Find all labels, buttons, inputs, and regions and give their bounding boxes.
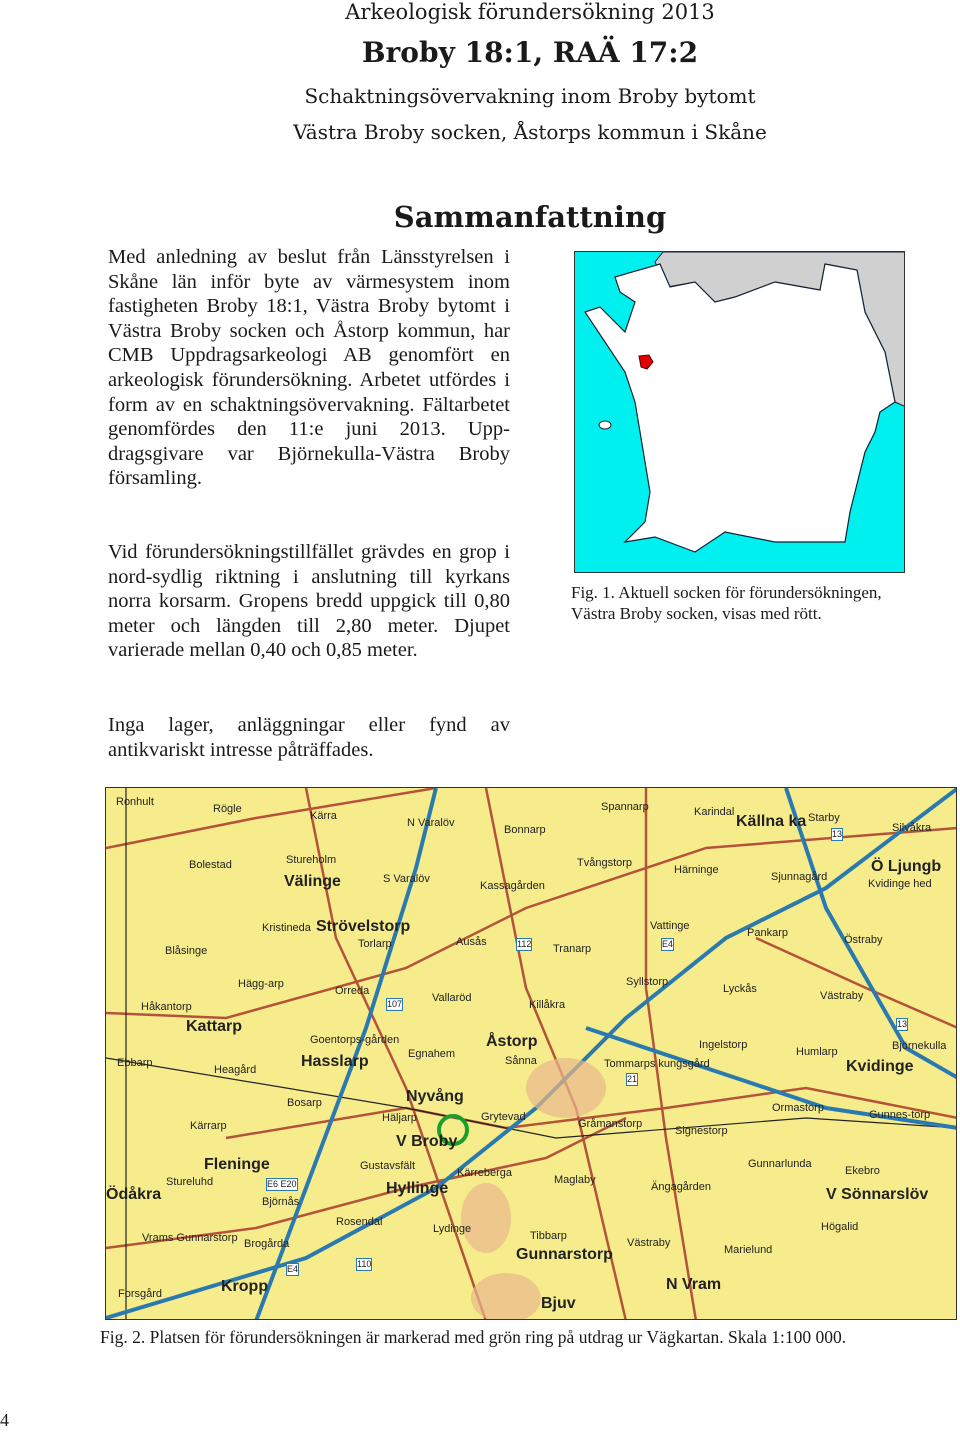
map-place-label: Lydinge [433,1223,472,1235]
map-place-label: Grytevad [481,1111,526,1123]
map-place-label: Goentorps-gården [310,1034,400,1046]
road-number-sign: 13 [897,1019,908,1029]
map-place-label: Strövelstorp [316,918,411,935]
map-place-label: Bjuv [541,1295,576,1312]
report-title: Broby 18:1, RAÄ 17:2 [361,36,699,69]
map-place-label: Torlarp [358,938,392,950]
map-place-label: Västraby [820,990,864,1002]
map-place-label: Gunnes-torp [869,1109,931,1121]
map-place-label: Kvidinge [846,1058,914,1075]
map-place-label: Gunnarstorp [516,1246,613,1263]
map-place-label: N Vram [666,1276,722,1293]
map-place-label: Bosarp [287,1097,322,1109]
summary-paragraph: Med anledning av beslut från Länsstyrelsen i Skåne län inför byte av värmesystem inom fastigheten Broby 18:1, Västra Broby bytomt i Västra Broby socken och Åstorp kommun, har CMB Uppdragsarkeologi AB genomfört en arkeologisk förundersökning. Arbetet utfördes i form av en schaktningsövervakning. Fältarbetet genomfördes den 11:e juni 2013. Uppdragsgivare var Björnekulla-Västra Broby församling. [108,246,510,490]
figure-1-caption: Fig. 1. Aktuell socken för förundersökningen, Västra Broby socken, visas med rött. [571,583,882,623]
map-place-label: Vattinge [650,920,690,932]
map-place-label: Pankarp [747,927,788,939]
map-place-label: Högalid [821,1221,859,1233]
map-place-label: Ekebro [845,1165,880,1177]
report-subtitle: Schaktningsövervakning inom Broby bytomt [304,84,756,108]
map-place-label: Syllstorp [626,976,669,988]
page-number: 4 [0,1410,9,1430]
map-place-label: Kärreberga [457,1167,513,1179]
map-place-label: Gustavsfält [360,1160,416,1172]
map-place-label: Tvångstorp [577,857,633,869]
map-place-label: Tibbarp [530,1230,567,1242]
map-place-label: Häljarp [382,1112,417,1124]
map-place-label: Välinge [284,873,341,890]
map-place-label: S Varalöv [383,873,430,885]
map-place-label: Maglaby [554,1174,596,1186]
map-place-label: Härninge [674,864,719,876]
map-place-label: Bolestad [189,859,232,871]
summary-paragraph: Vid förundersökningstillfället grävdes en grop i nord-sydlig riktning i anslutning till kyrkans norra korsarm. Gropens bredd uppgick till 0,80 meter och längden till 2,80 meter. Djupet varierade mellan 0,40 och 0,85 meter. [108,541,510,662]
road-number-sign: E4 [287,1264,299,1274]
map-place-label: Silvåkra [892,822,932,834]
map-place-label: Marielund [724,1244,773,1256]
map-place-label: Ingelstorp [699,1039,748,1051]
map-place-label: Kärrarp [190,1120,227,1132]
map-place-label: Gråmanstorp [578,1118,643,1130]
map-place-label: Ödåkra [106,1186,162,1203]
map-place-label: Björnekulla [892,1040,947,1052]
map-place-label: Ängagården [651,1181,711,1193]
map-place-label: Killåkra [529,999,566,1011]
map-place-label: Brogårda [244,1238,290,1250]
map-place-label: Kvidinge hed [868,878,932,890]
map-place-label: V Sönnarslöv [826,1186,929,1203]
map-place-label: Ö Ljungb [871,858,942,875]
road-number-sign: E4 [662,939,674,949]
figure-2-caption: Fig. 2. Platsen för förundersökningen är markerad med grön ring på utdrag ur Vägkartan. Skala 1:100 000. [100,1327,847,1347]
road-map [105,787,957,1320]
map-place-label: Signestorp [675,1125,728,1137]
road-number-sign: 112 [517,939,532,949]
map-place-label: Egnahem [408,1048,456,1060]
map-place-label: Stureholm [286,854,337,866]
map-place-label: Västraby [627,1237,671,1249]
skane-overview-map [574,251,905,573]
map-place-label: Vallaröd [432,992,472,1004]
map-place-label: Fleninge [204,1156,270,1173]
map-place-label: Björnås [262,1196,300,1208]
report-location: Västra Broby socken, Åstorps kommun i Skåne [293,120,767,144]
map-place-label: V Broby [396,1133,458,1150]
island [599,421,611,429]
road-number-sign: 110 [357,1259,372,1269]
map-place-label: Lyckås [723,983,757,995]
skane-land [585,264,895,552]
map-place-label: Rögle [213,803,242,815]
map-place-label: Karindal [694,806,735,818]
map-place-label: Östraby [844,934,883,946]
map-place-label: Sjunnagård [771,871,828,883]
map-place-label: Gunnarlunda [748,1158,812,1170]
map-place-label: Ebbarp [117,1057,153,1069]
map-place-label: Ausås [456,936,487,948]
map-place-label: Starby [808,812,840,824]
map-place-label: Spannarp [601,801,649,813]
road-number-sign: 21 [627,1074,638,1084]
map-place-label: Kattarp [186,1018,243,1035]
map-place-label: Vrams Gunnarstorp [142,1232,238,1244]
road-number-sign: E6 E20 [267,1179,297,1189]
map-place-label: Hyllinge [386,1180,449,1197]
map-place-label: Tommarps kungsgård [604,1058,710,1070]
map-place-label: Stureluhd [166,1176,214,1188]
map-place-label: Ronhult [116,796,154,808]
map-place-label: Tranarp [553,943,592,955]
report-series: Arkeologisk förundersökning 2013 [345,0,715,24]
map-labels-layer [106,788,956,1319]
map-place-label: Kristineda [262,922,311,934]
map-place-label: Kropp [221,1278,269,1295]
map-place-label: Humlarp [796,1046,838,1058]
map-place-label: Rosendal [336,1216,383,1228]
map-place-label: Kärra [310,810,337,822]
map-place-label: Håkantorp [141,1001,192,1013]
map-place-label: Källna ka [736,813,807,830]
map-place-label: Åstorp [486,1033,538,1050]
map-place-label: Heagård [214,1064,257,1076]
road-number-sign: 13 [832,829,843,839]
road-number-sign: 107 [387,999,403,1009]
map-place-label: Blåsinge [165,945,208,957]
summary-heading: Sammanfattning [393,200,667,234]
map-place-label: Hasslarp [301,1053,369,1070]
map-place-label: Forsgård [118,1288,163,1300]
map-place-label: Bonnarp [504,824,546,836]
map-place-label: Hägg-arp [238,978,284,990]
map-place-label: Sånna [505,1055,537,1067]
map-place-label: N Varalöv [407,817,455,829]
map-place-label: Ormastorp [772,1102,824,1114]
summary-paragraph: Inga lager, anläggningar eller fynd av antikvariskt intresse påträffades. [108,714,510,761]
map-place-label: Nyvång [406,1088,464,1105]
map-place-label: Kassagården [480,880,545,892]
map-place-label: Orreda [335,985,370,997]
